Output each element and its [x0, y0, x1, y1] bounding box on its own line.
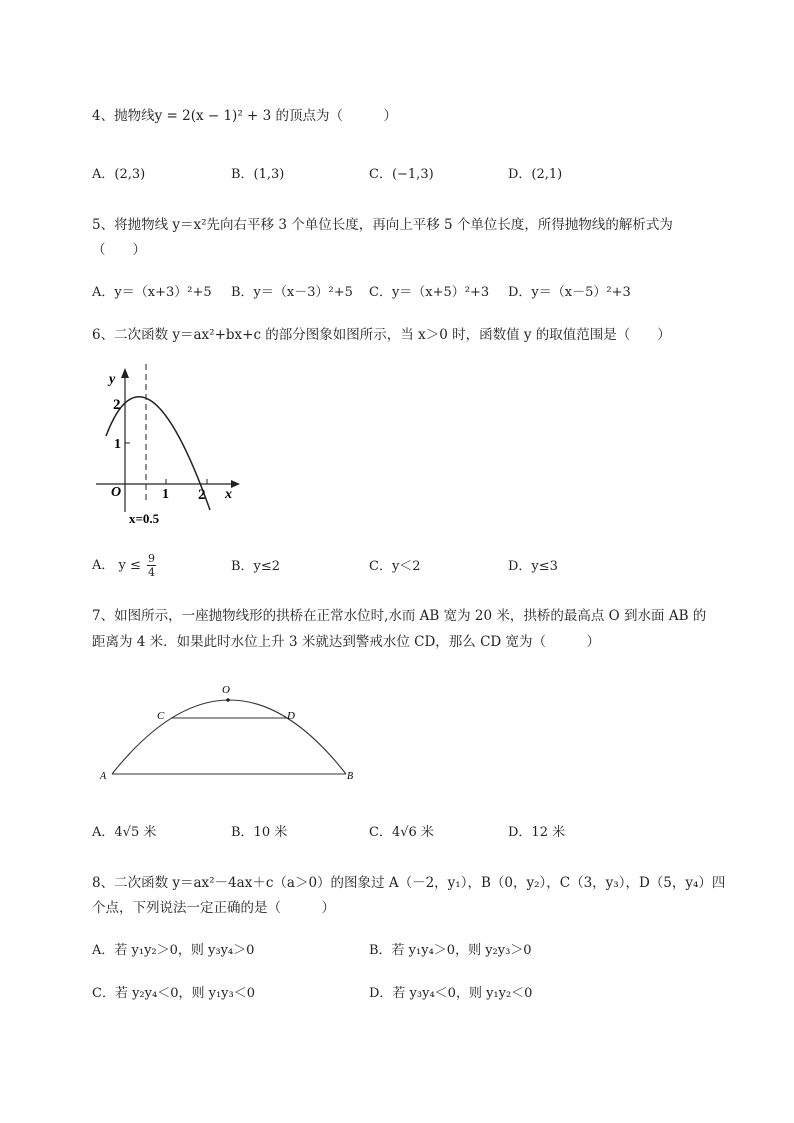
q4-option-b[interactable]: B．(1,3) [231, 167, 285, 182]
q6-option-a-letter: A． [92, 558, 115, 573]
q6-x-label: x [225, 487, 232, 502]
q4-option-c[interactable]: C．(−1,3) [369, 167, 434, 182]
q8-option-d[interactable]: D．若 y₃y₄＜0，则 y₁y₂＜0 [369, 986, 533, 1001]
question-7-stem-line2: 距离为 4 米．如果此时水位上升 3 米就达到警戒水位 CD，那么 CD 宽为（ ） [92, 634, 601, 650]
q8-option-b[interactable]: B．若 y₁y₄＞0，则 y₂y₃＞0 [369, 943, 532, 958]
q6-option-a[interactable] [92, 552, 156, 579]
q7-label-c: C [157, 710, 165, 722]
q7-top-point [226, 698, 230, 702]
q6-y-tick-1: 1 [114, 437, 121, 452]
q7-label-d: D [287, 710, 295, 722]
q6-x-tick-1: 1 [162, 487, 169, 502]
question-6-stem: 6、二次函数 y＝ax²+bx+c 的部分图象如图所示，当 x＞0 时，函数值 y 的取值范围是（ ） [92, 327, 671, 343]
q6-y-tick-2: 2 [113, 397, 121, 413]
question-8-stem-line2: 个点，下列说法一定正确的是（ ） [92, 900, 335, 916]
q6-option-a-prefix: y ≤ [118, 558, 141, 573]
q7-option-c[interactable]: C．4√6 米 [369, 825, 434, 840]
q7-label-a: A [100, 771, 107, 782]
q7-option-b[interactable]: B．10 米 [231, 825, 288, 840]
q7-option-d[interactable]: D．12 米 [508, 825, 566, 840]
q7-bridge-figure [92, 676, 362, 786]
q6-option-a-fraction [147, 552, 156, 579]
q6-option-d[interactable]: D．y≤3 [508, 559, 558, 574]
q6-x-axis-arrow [231, 480, 240, 488]
q6-fraction-denominator: 4 [148, 566, 156, 579]
q6-option-c[interactable]: C．y＜2 [369, 559, 421, 574]
question-4-stem: 4、抛物线y = 2(x − 1)² + 3 的顶点为（ ） [92, 108, 398, 124]
q4-option-d[interactable]: D．(2,1) [508, 167, 563, 182]
question-5-stem-line1: 5、将抛物线 y＝x²先向右平移 3 个单位长度，再向上平移 5 个单位长度，所得抛物线的解析式为 [92, 217, 673, 233]
question-7-stem-line1: 7、如图所示，一座抛物线形的拱桥在正常水位时,水而 AB 宽为 20 米，拱桥的最高点 O 到水面 AB 的 [92, 608, 707, 624]
q6-y-axis-arrow [121, 368, 129, 378]
q5-option-a[interactable]: A．y＝（x+3）²+5 [92, 285, 212, 300]
q8-option-c[interactable]: C．若 y₂y₄＜0，则 y₁y₃＜0 [92, 986, 255, 1001]
q4-option-a[interactable]: A．(2,3) [92, 167, 146, 182]
q7-option-a[interactable]: A．4√5 米 [92, 825, 157, 840]
q8-option-a[interactable]: A．若 y₁y₂＞0，则 y₃y₄＞0 [92, 943, 255, 958]
q6-parabola-curve [106, 397, 210, 510]
q6-option-b[interactable]: B．y≤2 [231, 559, 281, 574]
q5-option-b[interactable]: B．y＝（x－3）²+5 [231, 285, 353, 300]
q5-option-c[interactable]: C．y＝（x+5）²+3 [369, 285, 490, 300]
question-5-stem-line2: （ ） [92, 242, 146, 258]
q6-x-tick-2: 2 [198, 487, 206, 503]
q6-fraction-numerator: 9 [148, 552, 156, 565]
q7-label-b: B [347, 771, 354, 782]
q6-axis-eq-label: x=0.5 [129, 511, 160, 526]
q5-option-d[interactable]: D．y＝（x－5）²+3 [508, 285, 631, 300]
q6-origin-label: O [111, 485, 122, 500]
question-8-stem-line1: 8、二次函数 y＝ax²－4ax＋c（a＞0）的图象过 A（－2，y₁），B（0，y₂），C（3，y₃），D（5，y₄）四 [92, 875, 726, 891]
q6-parabola-figure [92, 362, 252, 532]
q7-label-o: O [222, 684, 230, 696]
q7-arch-curve [112, 700, 346, 774]
q6-y-label: y [109, 372, 116, 387]
